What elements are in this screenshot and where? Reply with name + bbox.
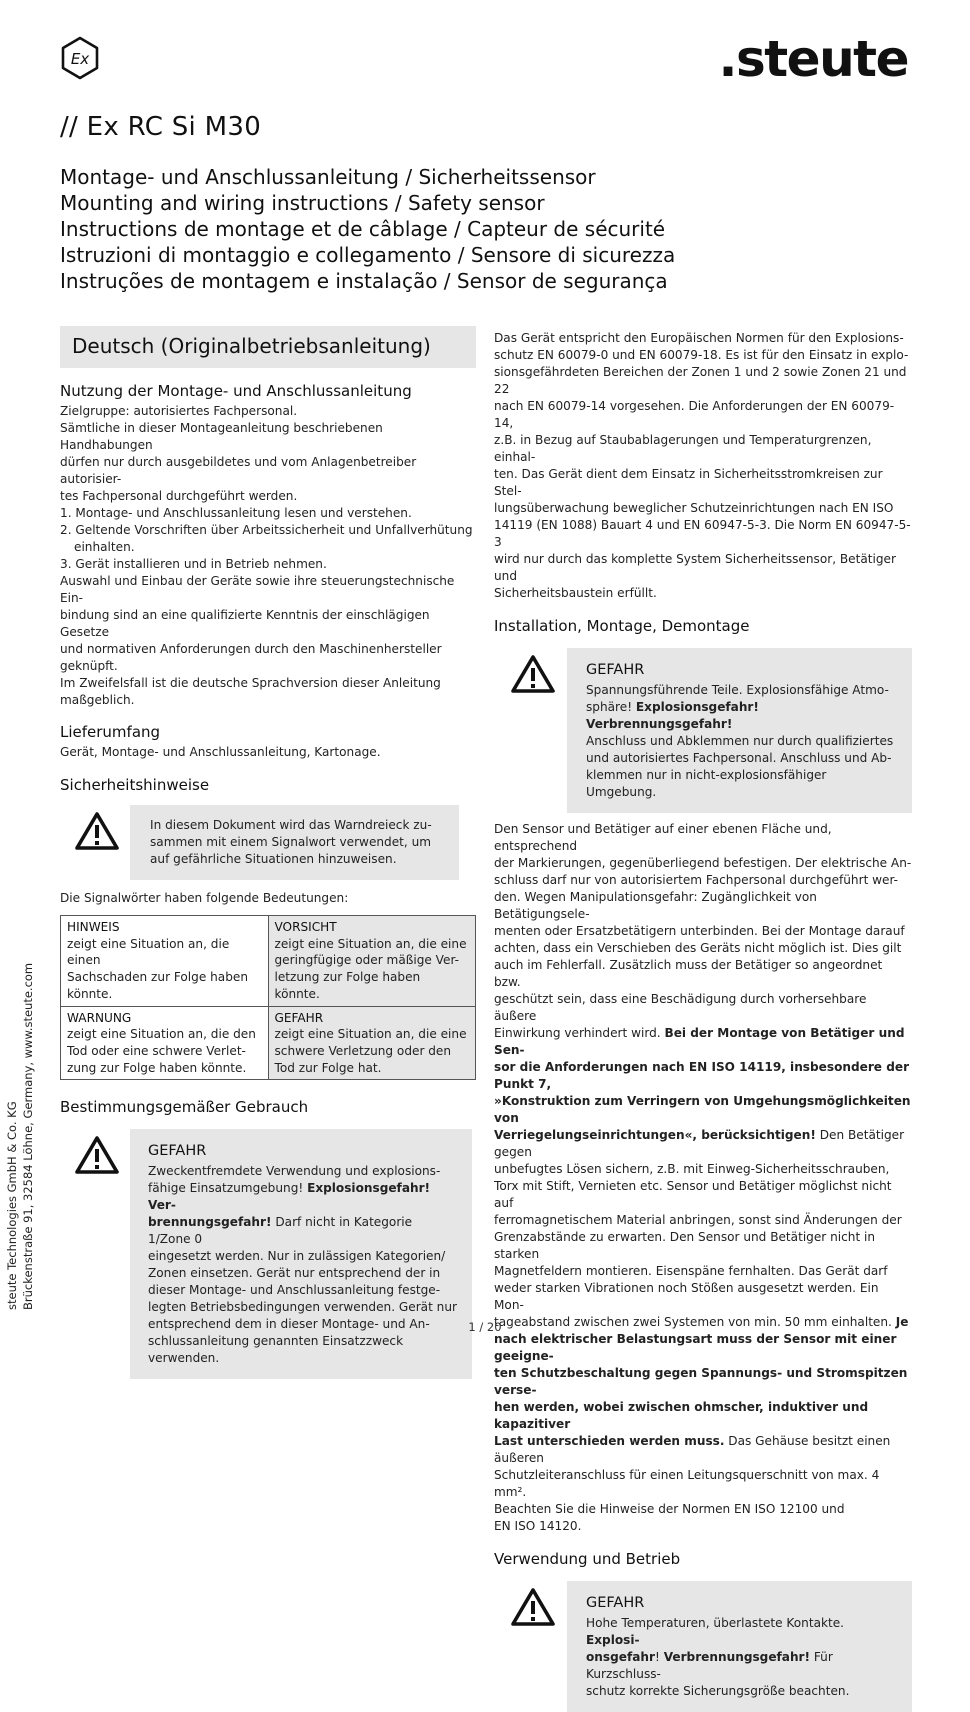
- brand-logo: .steute: [718, 30, 908, 88]
- text-line: 2. Geltende Vorschriften über Arbeitssicherheit und Unfallverhütung: [60, 523, 473, 537]
- danger-box: [60, 1129, 472, 1379]
- text-line: sammen mit einem Signalwort verwendet, um: [150, 835, 432, 849]
- section-heading: Verwendung und Betrieb: [494, 1550, 681, 1568]
- page-number: 1 / 20: [468, 1320, 502, 1334]
- warning-triangle-icon: [60, 1129, 130, 1179]
- section-heading: Bestimmungsgemäßer Gebrauch: [60, 1098, 309, 1117]
- text-line: Im Zweifelsfall ist die deutsche Sprachversion dieser Anleitung: [60, 676, 441, 690]
- signal-description-line: könnte.: [67, 986, 113, 1001]
- signal-word-table: [60, 915, 476, 1080]
- info-box-content: [130, 805, 459, 880]
- text-line: sionsgefährdeten Bereichen der Zonen 1 und 2 sowie Zonen 21 und 22: [494, 365, 907, 396]
- subtitle: Istruzioni di montaggio e collegamento / Sensore di sicurezza: [60, 243, 676, 267]
- text-line: Umgebung.: [586, 785, 657, 799]
- text-line: Magnetfeldern montieren. Eisenspäne fernhalten. Das Gerät darf: [494, 1264, 888, 1278]
- text-line: maßgeblich.: [60, 693, 135, 707]
- signal-description-line: zung zur Folge haben könnte.: [67, 1060, 247, 1075]
- text-line: entsprechend dem in dieser Montage- und An-: [148, 1317, 430, 1332]
- text-line: menten oder Ersatzbetätigern unterbinden. Bei der Montage darauf: [494, 924, 905, 938]
- text-line: wird nur durch das komplette System Sicherheitssensor, Betätiger und: [494, 552, 896, 583]
- language-heading: Deutsch (Originalbetriebsanleitung): [60, 326, 476, 368]
- text-line: geschützt sein, dass eine Beschädigung durch vorhersehbare äußere: [494, 992, 867, 1023]
- installation-text: [494, 821, 912, 1535]
- left-column: [60, 326, 476, 1379]
- right-column: [494, 330, 912, 1712]
- text-line: und normativen Anforderungen durch den Maschinenhersteller: [60, 642, 442, 656]
- danger-box: [494, 648, 912, 813]
- danger-box-content: [567, 1581, 912, 1712]
- text-line: schlussanleitung genannten Einsatzzweck: [148, 1334, 404, 1349]
- text-line: »Konstruktion zum Verringern von Umgehungsmöglichkeiten von: [494, 1094, 911, 1125]
- text-line: Spannungsführende Teile. Explosionsfähige Atmo-: [586, 683, 889, 697]
- ex-atex-hexagon-icon: [58, 36, 102, 80]
- text-line: Den Sensor und Betätiger auf einer ebenen Fläche und, entsprechend: [494, 822, 832, 853]
- text-line: einhalten.: [74, 540, 135, 554]
- text-line: Zonen einsetzen. Gerät nur entsprechend der in: [148, 1266, 441, 1281]
- signal-word: WARNUNG: [67, 1010, 132, 1025]
- danger-label: GEFAHR: [586, 1595, 645, 1611]
- text-line: tes Fachpersonal durchgeführt werden.: [60, 489, 298, 503]
- text-line: hen werden, wobei zwischen ohmscher, induktiver und kapazitiver: [494, 1400, 869, 1431]
- signal-description-line: zeigt eine Situation an, die eine: [274, 1027, 467, 1042]
- subtitle: Montage- und Anschlussanleitung / Sicherheitssensor: [60, 165, 596, 189]
- text-line: z.B. in Bezug auf Staubablagerungen und Temperaturgrenzen, einhal-: [494, 433, 872, 464]
- intro-text: [494, 330, 912, 602]
- text-line: ten. Das Gerät dient dem Einsatz in Sicherheitsstromkreisen zur Stel-: [494, 467, 883, 498]
- danger-box-content: [567, 648, 912, 813]
- danger-text: [586, 1615, 898, 1700]
- text-line: Anschluss und Abklemmen nur durch qualifiziertes: [586, 734, 894, 748]
- danger-label: GEFAHR: [586, 662, 645, 678]
- text-line: weder starken Vibrationen noch Stößen ausgesetzt werden. Ein Mon-: [494, 1281, 879, 1312]
- text-line: Auswahl und Einbau der Geräte sowie ihre steuerungstechnische Ein-: [60, 574, 455, 605]
- danger-box-content: [130, 1129, 472, 1379]
- text-line: lungsüberwachung beweglicher Schutzeinrichtungen nach EN ISO: [494, 501, 894, 515]
- text-line: achten, dass ein Verschieben des Geräts nicht möglich ist. Dies gilt: [494, 941, 902, 955]
- text-line: verwenden.: [148, 1351, 220, 1366]
- text-line: Hohe Temperaturen, überlastete Kontakte. Explosi-: [586, 1616, 845, 1647]
- signal-intro: Die Signalwörter haben folgende Bedeutungen:: [60, 891, 349, 905]
- warning-triangle-icon: [494, 1581, 567, 1631]
- text-line: und autorisiertes Fachpersonal. Anschluss und Ab-: [586, 751, 892, 765]
- company-name: steute Technologies GmbH & Co. KG: [5, 1101, 19, 1310]
- page-title: // Ex RC Si M30: [60, 112, 262, 142]
- text-line: Einwirkung verhindert wird. Bei der Montage von Betätiger und Sen-: [494, 1026, 905, 1057]
- text-line: nach elektrischer Belastungsart muss der Sensor mit einer geeigne-: [494, 1332, 897, 1363]
- text-line: ferromagnetischem Material anbringen, sonst sind Änderungen der: [494, 1213, 902, 1227]
- warning-triangle-icon: [494, 648, 567, 698]
- text-line: den. Wegen Manipulationsgefahr: Zugänglichkeit von Betätigungsele-: [494, 890, 817, 921]
- text-line: Zweckentfremdete Verwendung und explosions-: [148, 1164, 441, 1179]
- text-line: Verriegelungseinrichtungen«, berücksichtigen! Den Betätiger gegen: [494, 1128, 905, 1159]
- text-line: Last unterschieden werden muss. Das Gehäuse besitzt einen äußeren: [494, 1434, 891, 1465]
- text-line: nach EN 60079-14 vorgesehen. Die Anforderungen der EN 60079-14,: [494, 399, 895, 430]
- text-line: sphäre! Explosionsgefahr! Verbrennungsgefahr!: [586, 700, 759, 731]
- signal-description-line: zeigt eine Situation an, die eine: [274, 936, 467, 951]
- text-line: sor die Anforderungen nach EN ISO 14119, insbesondere der Punkt 7,: [494, 1060, 910, 1091]
- subtitle: Instruções de montagem e instalação / Sensor de segurança: [60, 269, 668, 293]
- table-row: [61, 916, 476, 1007]
- signal-description-line: zeigt eine Situation an, die den: [67, 1027, 256, 1042]
- signal-description-line: Tod zur Folge hat.: [274, 1060, 382, 1075]
- subtitle: Mounting and wiring instructions / Safety sensor: [60, 191, 545, 215]
- company-address: Brückenstraße 91, 32584 Löhne, Germany, www.steute.com: [21, 962, 35, 1310]
- text-line: ten Schutzbeschaltung gegen Spannungs- und Stromspitzen verse-: [494, 1366, 908, 1397]
- text-line: 14119 (EN 1088) Bauart 4 und EN 60947-5-3. Die Norm EN 60947-5-3: [494, 518, 911, 549]
- text-line: schutz EN 60079-0 und EN 60079-18. Es ist für den Einsatz in explo-: [494, 348, 909, 362]
- signal-description-line: letzung zur Folge haben könnte.: [274, 970, 421, 1001]
- text-line: auf gefährliche Situationen hinzuweisen.: [150, 852, 397, 866]
- text-line: unbefugtes Lösen sichern, z.B. mit Einweg-Sicherheitsschrauben,: [494, 1162, 890, 1176]
- text-line: Sicherheitsbaustein erfüllt.: [494, 586, 657, 600]
- svg-text:Ex: Ex: [70, 50, 90, 68]
- text-line: 3. Gerät installieren und in Betrieb nehmen.: [60, 557, 327, 571]
- signal-description-line: Sachschaden zur Folge haben: [67, 970, 248, 985]
- table-cell: [268, 1006, 476, 1080]
- signal-word: HINWEIS: [67, 920, 120, 934]
- text-line: der Markierungen, gegenüberliegend befestigen. Der elektrische An-: [494, 856, 912, 870]
- table-cell: [61, 916, 269, 1007]
- text-line: fähige Einsatzumgebung! Explosionsgefahr! Ver-: [148, 1181, 431, 1213]
- text-line: Torx mit Stift, Vernieten etc. Sensor und Betätiger möglichst nicht auf: [494, 1179, 892, 1210]
- table-cell: [61, 1006, 269, 1080]
- text-line: bindung sind an eine qualifizierte Kenntnis der einschlägigen Gesetze: [60, 608, 430, 639]
- text-line: 1. Montage- und Anschlussanleitung lesen und verstehen.: [60, 506, 412, 520]
- text-line: brennungsgefahr! Darf nicht in Kategorie 1/Zone 0: [148, 1215, 413, 1247]
- signal-description-line: geringfügige oder mäßige Ver-: [274, 953, 460, 968]
- table-row: [61, 1006, 476, 1080]
- section-heading: Sicherheitshinweise: [60, 776, 210, 794]
- danger-box: [494, 1581, 912, 1712]
- text-line: eingesetzt werden. Nur in zulässigen Kategorien/: [148, 1249, 446, 1264]
- text-line: tageabstand zwischen zwei Systemen von min. 50 mm einhalten. Je: [494, 1315, 909, 1329]
- signal-word: GEFAHR: [274, 1010, 324, 1025]
- danger-text: [148, 1163, 458, 1367]
- text-line: Das Gerät entspricht den Europäischen Normen für den Explosions-: [494, 331, 904, 345]
- text-line: klemmen nur in nicht-explosionsfähiger: [586, 768, 827, 782]
- text-line: schutz korrekte Sicherungsgröße beachten.: [586, 1684, 850, 1698]
- section-heading: Nutzung der Montage- und Anschlussanleitung: [60, 382, 412, 400]
- nutzung-text: [60, 403, 476, 709]
- signal-description-line: zeigt eine Situation an, die einen: [67, 936, 230, 968]
- text-line: legten Betriebsbedingungen verwenden. Gerät nur: [148, 1300, 457, 1315]
- section-heading: Installation, Montage, Demontage: [494, 617, 750, 635]
- text-line: Zielgruppe: autorisiertes Fachpersonal.: [60, 404, 298, 418]
- warning-triangle-icon: [60, 805, 130, 855]
- text-line: dürfen nur durch ausgebildetes und vom Anlagenbetreiber autorisier-: [60, 455, 417, 486]
- text-line: Grenzabstände zu erwarten. Den Sensor und Betätiger nicht in starken: [494, 1230, 876, 1261]
- text-line: Sämtliche in dieser Montageanleitung beschriebenen Handhabungen: [60, 421, 383, 452]
- company-address-sidebar: [4, 963, 36, 1310]
- info-box: [60, 805, 459, 880]
- text-line: Beachten Sie die Hinweise der Normen EN ISO 12100 und: [494, 1502, 845, 1516]
- subtitle-list: [60, 164, 675, 294]
- signal-description-line: Tod oder eine schwere Verlet-: [67, 1043, 246, 1058]
- danger-text: [586, 682, 898, 801]
- text-line: Schutzleiteranschluss für einen Leitungsquerschnitt von max. 4 mm².: [494, 1468, 880, 1499]
- danger-label: GEFAHR: [148, 1143, 207, 1160]
- signal-word: VORSICHT: [274, 920, 337, 934]
- text-line: auch im Fehlerfall. Zusätzlich muss der Betätiger so angeordnet bzw.: [494, 958, 883, 989]
- text-line: onsgefahr! Verbrennungsgefahr! Für Kurzschluss-: [586, 1650, 833, 1681]
- table-cell: [268, 916, 476, 1007]
- text-line: In diesem Dokument wird das Warndreieck zu-: [150, 818, 432, 832]
- section-heading: Lieferumfang: [60, 723, 161, 741]
- lieferumfang-text: Gerät, Montage- und Anschlussanleitung, Kartonage.: [60, 745, 381, 759]
- signal-description-line: schwere Verletzung oder den: [274, 1043, 452, 1058]
- text-line: dieser Montage- und Anschlussanleitung festge-: [148, 1283, 441, 1298]
- text-line: schluss darf nur von autorisiertem Fachpersonal durchgeführt wer-: [494, 873, 899, 887]
- text-line: EN ISO 14120.: [494, 1519, 582, 1533]
- text-line: geknüpft.: [60, 659, 118, 673]
- subtitle: Instructions de montage et de câblage / Capteur de sécurité: [60, 217, 666, 241]
